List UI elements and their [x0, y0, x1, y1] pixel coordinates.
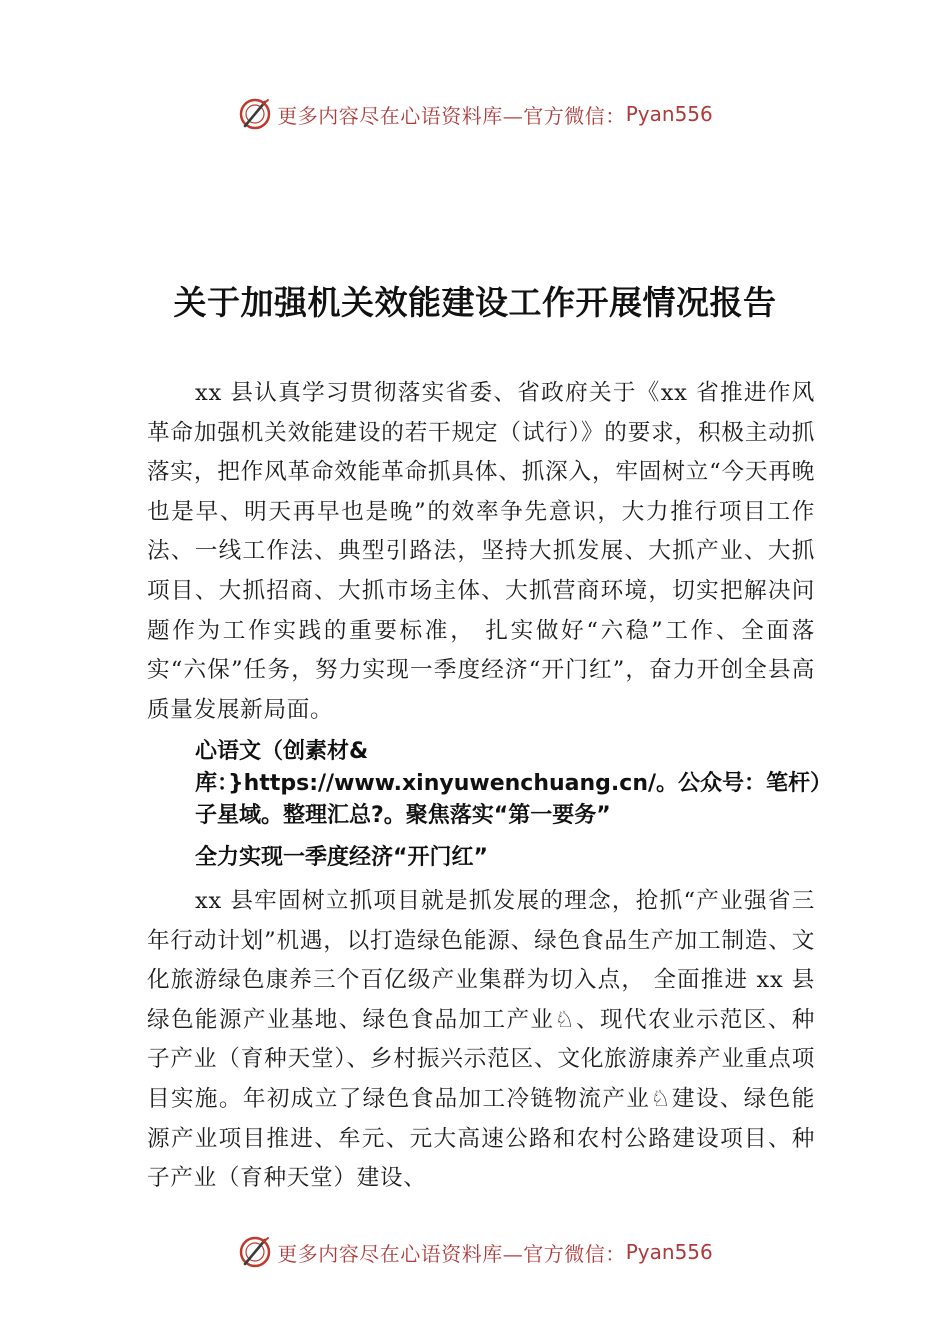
watermark-banner-top	[0, 94, 950, 134]
body-paragraph-1: xx 县认真学习贯彻落实省委、省政府关于《xx 省推进作风革命加强机关效能建设的若干规定（试行）》的要求，积极主动抓落实，把作风革命效能革命抓具体、抓深入，牢固树立“今天再晚也是早、明天再早也是晚”的效率争先意识，大力推行项目工作法、一线工作法、典型引路法，坚持大抓发展、大抓产业、大抓项目、大抓招商、大抓市场主体、大抓营商环境，切实把解决问题作为工作实践的重要标准， 扎实做好“六稳”工作、全面落实“六保”任务，努力实现一季度经济“开门红”，奋力开创全县高质量发展新局面。	[147, 380, 815, 723]
pen-seal-icon	[237, 96, 273, 132]
section-heading-2: 全力实现一季度经济“开门红”	[195, 845, 488, 870]
watermark-text: 更多内容尽在心语资料库—官方微信：	[277, 1241, 626, 1266]
section-heading-1: 心语文（创素材&库：}https://www.xinyuwenchuang.cn/。公众号：笔杆）子星域。整理汇总?。聚焦落实“第一要务”	[195, 739, 833, 828]
watermark-wechat-id: Pyan556	[625, 102, 713, 126]
watermark-banner-bottom	[0, 1232, 950, 1272]
watermark-text: 更多内容尽在心语资料库—官方微信：	[277, 103, 626, 128]
body-paragraph-2: xx 县牢固树立抓项目就是抓发展的理念，抢抓“产业强省三年行动计划”机遇，以打造绿色能源、绿色食品生产加工制造、文化旅游绿色康养三个百亿级产业集群为切入点， 全面推进 xx 县绿色能源产业基地、绿色食品加工产业♘、现代农业示范区、种子产业（育种天堂）、乡村振兴示范区、文化旅游康养产业重点项目实施。年初成立了绿色食品加工冷链物流产业♘建设、绿色能源产业项目推进、牟元、元大高速公路和农村公路建设项目、种子产业（育种天堂）建设、	[147, 888, 815, 1192]
watermark-wechat-id: Pyan556	[625, 1240, 713, 1264]
pen-seal-icon	[237, 1234, 273, 1270]
document-title: 关于加强机关效能建设工作开展情况报告	[173, 283, 777, 323]
